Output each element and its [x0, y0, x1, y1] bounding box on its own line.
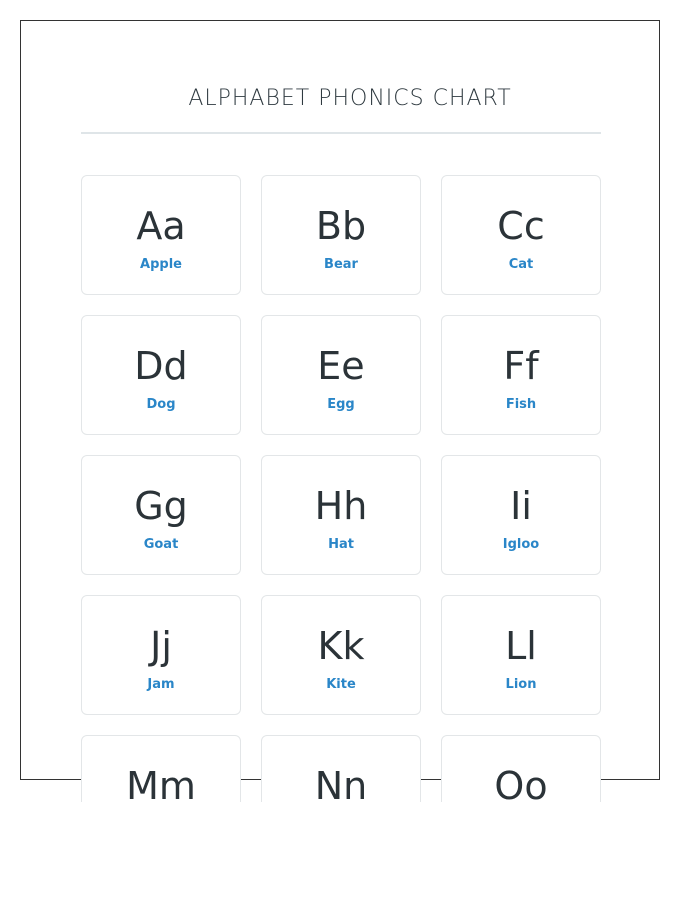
letter-card-n [261, 735, 421, 802]
letter-pair: Dd [134, 344, 188, 388]
example-word: Jam [147, 677, 175, 692]
letter-pair: Ff [503, 344, 539, 388]
example-word: Bear [324, 257, 358, 272]
example-word: Egg [327, 397, 355, 412]
letter-card-e [261, 315, 421, 435]
letter-card-a [81, 175, 241, 295]
letter-pair: Ll [505, 624, 537, 668]
letter-card-g [81, 455, 241, 575]
letter-pair: Jj [150, 624, 172, 668]
example-word: Goat [143, 537, 179, 552]
example-word: Fish [505, 397, 537, 412]
letter-card-i [441, 455, 601, 575]
letter-card-c [441, 175, 601, 295]
letter-pair: Gg [134, 484, 188, 528]
page-title: ALPHABET PHONICS CHART [188, 86, 512, 111]
title-divider [81, 132, 601, 134]
letter-card-d [81, 315, 241, 435]
example-word: Cat [508, 257, 534, 272]
letter-card-h [261, 455, 421, 575]
example-word: Igloo [502, 537, 540, 552]
letter-card-o [441, 735, 601, 802]
letter-card-m [81, 735, 241, 802]
letter-pair: Ii [510, 484, 532, 528]
example-word: Hat [328, 537, 354, 552]
example-word: Apple [140, 257, 182, 272]
example-word: Kite [326, 677, 356, 692]
letter-pair: Aa [136, 204, 186, 248]
example-word: Dog [146, 397, 176, 412]
letter-pair: Bb [315, 204, 367, 248]
letter-card-f [441, 315, 601, 435]
letter-pair: Nn [314, 764, 368, 802]
letter-pair: Cc [497, 204, 545, 248]
letter-grid [81, 175, 601, 802]
letter-pair: Mm [126, 764, 196, 802]
letter-pair: Ee [317, 344, 365, 388]
example-word: Lion [505, 677, 537, 692]
letter-pair: Oo [494, 764, 548, 802]
letter-card-b [261, 175, 421, 295]
letter-card-j [81, 595, 241, 715]
letter-pair: Kk [317, 624, 365, 668]
letter-card-k [261, 595, 421, 715]
letter-card-l [441, 595, 601, 715]
letter-pair: Hh [314, 484, 368, 528]
